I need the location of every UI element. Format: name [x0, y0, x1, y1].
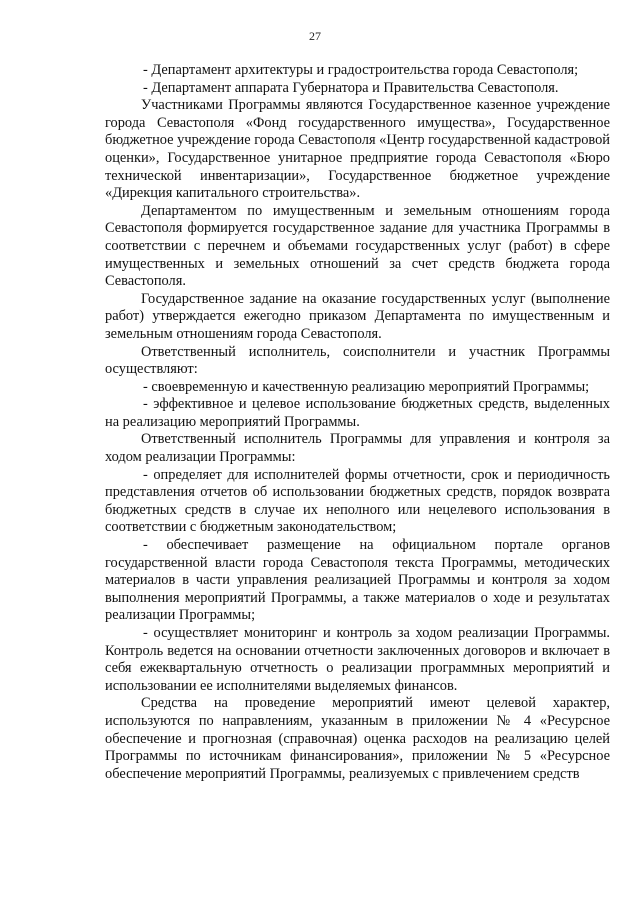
- paragraph-state-assignment: Департаментом по имущественным и земельным отношениям города Севастополя формируется государственное задание для участника Программы в соответствии с перечнем и объемами государственных услуг (работ) в сфере имущественных и земельных отношений за счет средств бюджета города Севастополя.: [105, 202, 610, 290]
- paragraph-dept-governor: - Департамент аппарата Губернатора и Правительства Севастополя.: [143, 79, 559, 96]
- paragraph-control-intro: Ответственный исполнитель Программы для управления и контроля за ходом реализации Программы:: [105, 431, 610, 466]
- paragraph-assignment-approval: Государственное задание на оказание государственных услуг (выполнение работ) утверждается ежегодно приказом Департамента по имущественным и земельным отношениям города Севастополя.: [105, 290, 610, 342]
- paragraph-dept-architecture: - Департамент архитектуры и градостроительства города Севастополя;: [143, 62, 579, 78]
- list-item-publishing: - обеспечивает размещение на официальном портале органов государственной власти города Севастополя текста Программы, методических материалов в части управления реализацией Программы и контроля за ходом выполнения мероприятий Программы, а также материалов о ходе и результатах реализации Программы;: [105, 537, 610, 624]
- list-item-effective: - эффективное и целевое использование бюджетных средств, выделенных на реализацию мероприятий Программы.: [105, 396, 610, 430]
- list-item-reporting: - определяет для исполнителей формы отчетности, срок и периодичность представления отчетов об использовании бюджетных средств, порядок возврата бюджетных средств в случае их неполного или нецелевого использования в соответствии с бюджетным законодательством;: [105, 466, 610, 536]
- list-item-monitoring: - осуществляет мониторинг и контроль за ходом реализации Программы. Контроль ведется на основании отчетности заключенных договоров и включает в себя ежеквартальную отчетность о реализации программных мероприятий и использовании ее исполнителями выделяемых финансов.: [105, 625, 610, 694]
- paragraph-executors-intro: Ответственный исполнитель, соисполнители и участник Программы осуществляют:: [105, 343, 610, 378]
- page-number: 27: [309, 29, 321, 43]
- paragraph-participants: Участниками Программы являются Государственное казенное учреждение города Севастополя «Фонд государственного имущества», Государственное бюджетное учреждение города Севастополя «Центр государственной кадастровой оценки», Государственное унитарное предприятие города Севастополя «Бюро технической инвентаризации», Государственное бюджетное учреждение «Дирекция капитального строительства».: [105, 97, 610, 202]
- paragraph-funds: Средства на проведение мероприятий имеют целевой характер, используются по направлениям, указанным в приложении № 4 «Ресурсное обеспечение и прогнозная (справочная) оценка расходов на реализацию целей Программы по источникам финансирования», приложении № 5 «Ресурсное обеспечение мероприятий Программы, реализуемых с привлечением средств: [105, 695, 610, 782]
- list-item-timely: - своевременную и качественную реализацию мероприятий Программы;: [143, 378, 590, 395]
- body-text: [105, 62, 610, 783]
